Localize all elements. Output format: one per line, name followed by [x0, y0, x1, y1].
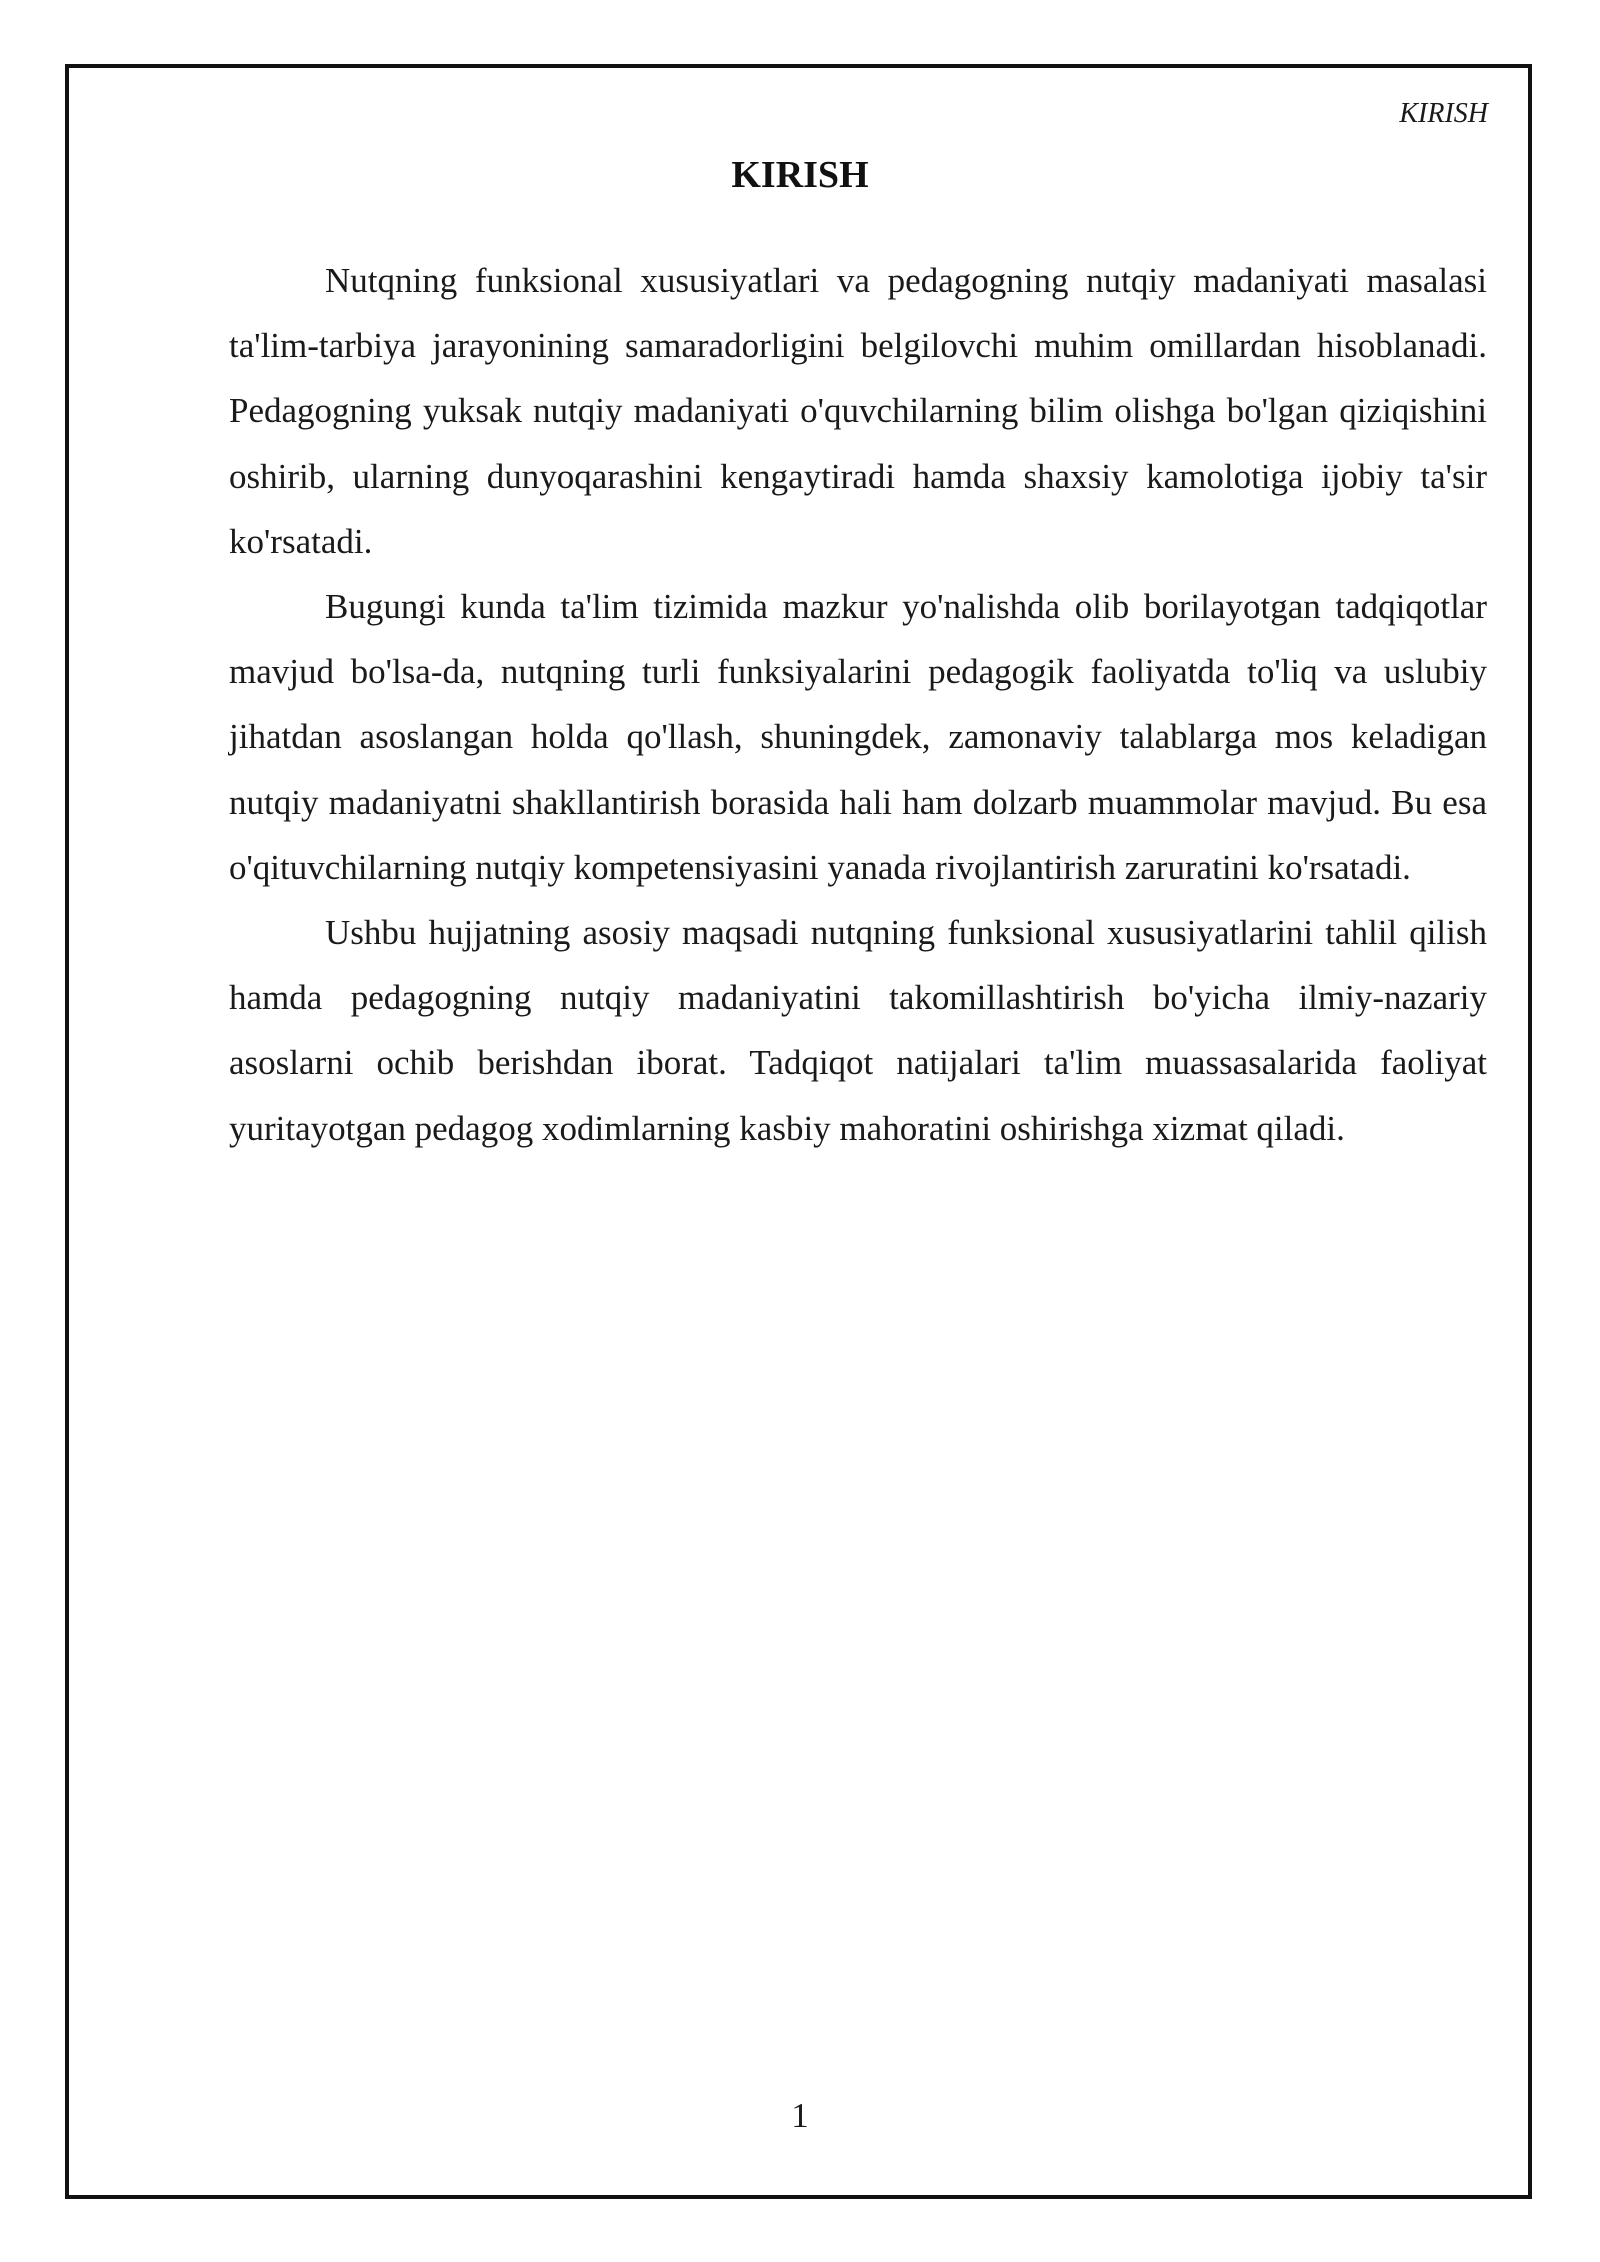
paragraph-2: Bugungi kunda ta'lim tizimida mazkur yo'nalishda olib borilayotgan tadqiqotlar mavjud bo'lsa-da, nutqning turli funksiyalarini pedagogik faoliyatda to'liq va uslubiy jihatdan asoslangan holda qo'llash, shuningdek, zamonaviy talablarga mos keladigan nutqiy madaniyatni shakllantirish borasida hali ham dolzarb muammolar mavjud. Bu esa o'qituvchilarning nutqiy kompetensiyasini yanada rivojlantirish zaruratini ko'rsatadi.	[229, 587, 1487, 887]
page-title: KIRISH	[731, 154, 869, 196]
page-number: 1	[791, 2096, 809, 2135]
paragraph-1: Nutqning funksional xususiyatlari va pedagogning nutqiy madaniyati masalasi ta'lim-tarbiya jarayonining samaradorligini belgilovchi muhim omillardan hisoblanadi. Pedagogning yuksak nutqiy madaniyati o'quvchilarning bilim olishga bo'lgan qiziqishini oshirib, ularning dunyoqarashini kengaytiradi hamda shaxsiy kamolotiga ijobiy ta'sir ko'rsatadi.	[229, 261, 1487, 561]
body-text	[229, 248, 1487, 1161]
paragraph-3: Ushbu hujjatning asosiy maqsadi nutqning funksional xususiyatlarini tahlil qilish hamda pedagogning nutqiy madaniyatini takomillashtirish bo'yicha ilmiy-nazariy asoslarni ochib berishdan iborat. Tadqiqot natijalari ta'lim muassasalarida faoliyat yuritayotgan pedagog xodimlarning kasbiy mahoratini oshirishga xizmat qiladi.	[229, 913, 1487, 1148]
running-header: KIRISH	[1399, 98, 1488, 129]
